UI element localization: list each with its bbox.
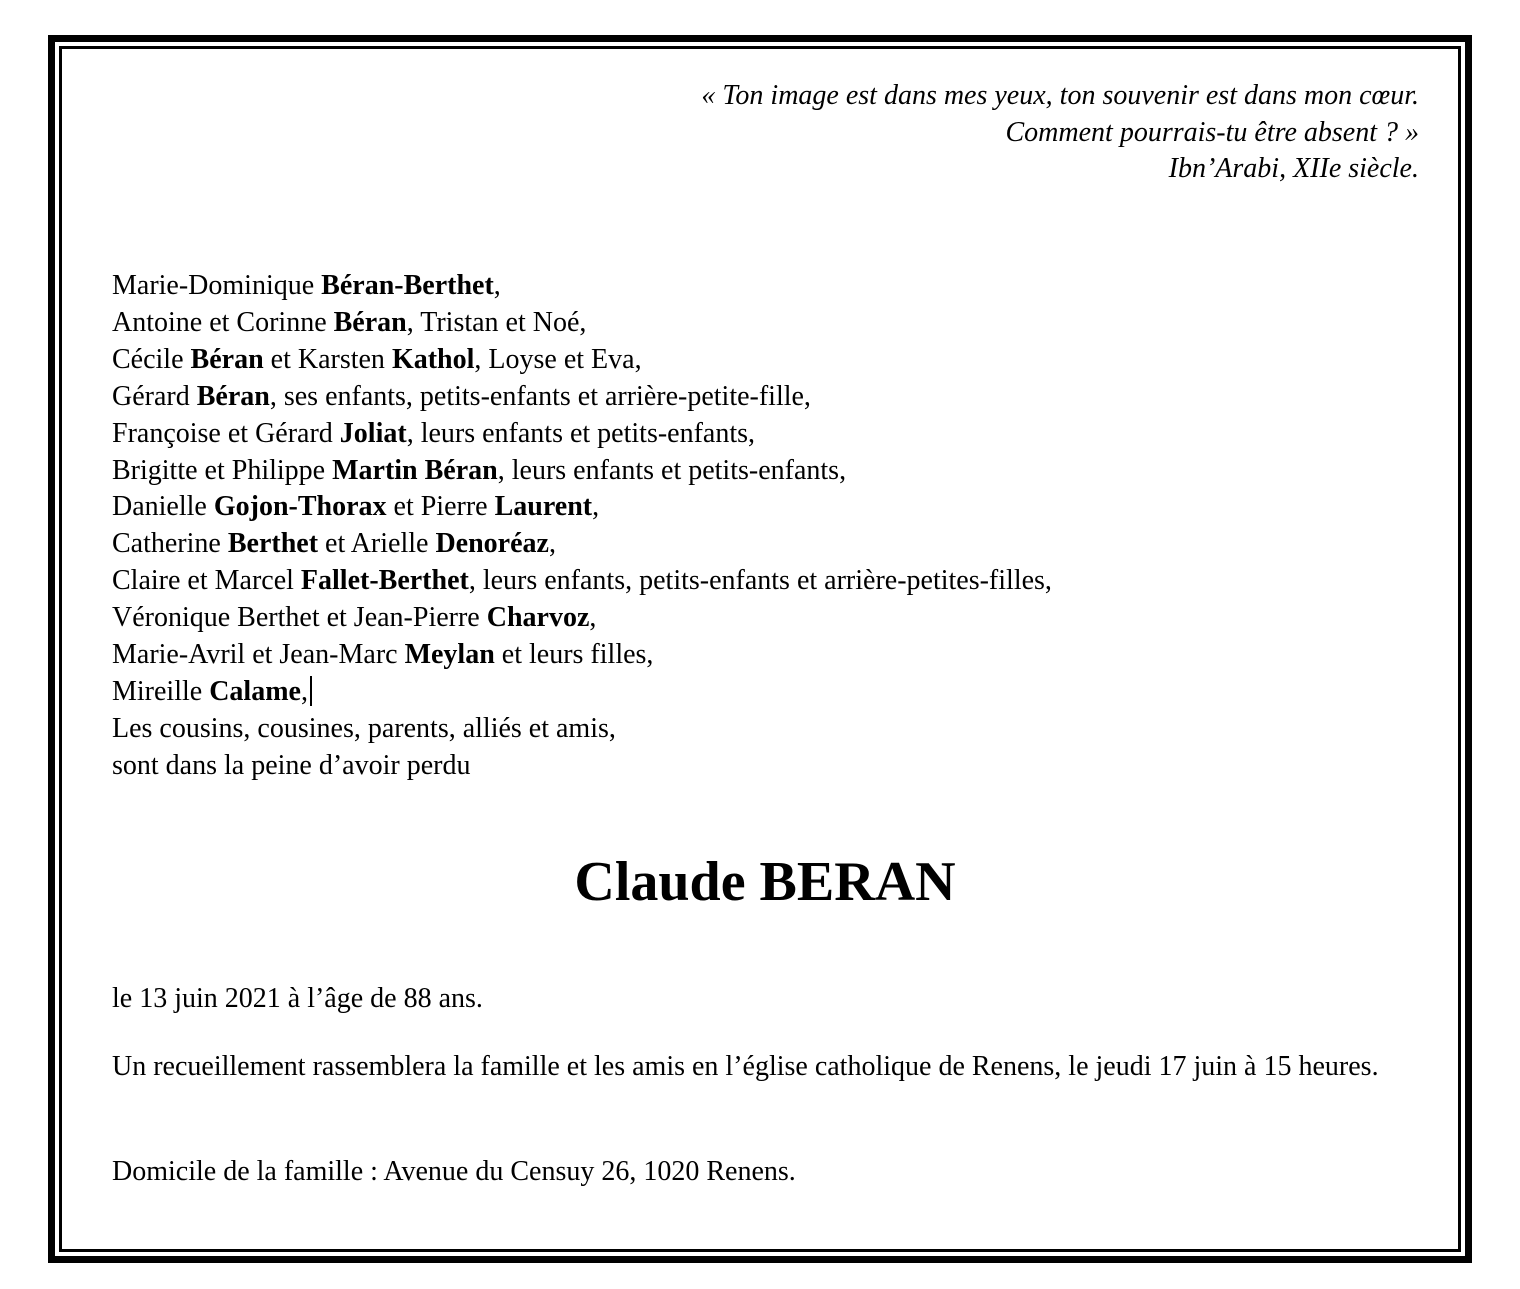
mourner-surname: Berthet [227, 528, 319, 560]
mourner-text: , Tristan et Noé, [406, 306, 587, 338]
mourner-text: , [493, 270, 501, 301]
mourner-line [112, 748, 1052, 785]
mourner-text: et leurs filles, [494, 639, 654, 671]
date-line: le 13 juin 2021 à l’âge de 88 ans. [112, 983, 483, 1014]
mourner-surname: Martin Béran [332, 454, 498, 486]
mourners-list [112, 268, 1052, 785]
service-line: Un recueillement rassemblera la famille et les amis en l’église catholique de Renens, le jeudi 17 juin à 15 heures. [112, 1051, 1379, 1082]
mourner-surname: Fallet-Berthet [300, 565, 469, 597]
mourner-text: , leurs enfants, petits-enfants et arrière-petites-filles, [468, 565, 1052, 597]
text-cursor [310, 676, 312, 706]
mourner-surname: Charvoz [486, 602, 590, 634]
mourner-text: sont dans la peine d’avoir perdu [112, 749, 471, 781]
epigraph-quote [701, 78, 1419, 188]
quote-attribution: Ibn’Arabi, XIIe siècle. [1168, 153, 1419, 184]
quote-line-2: Comment pourrais-tu être absent ? » [1005, 116, 1419, 148]
mourner-surname: Gojon-Thorax [213, 491, 387, 523]
mourner-line [112, 563, 1052, 600]
mourner-text: Françoise et Gérard [112, 417, 340, 449]
mourner-surname: Béran-Berthet [321, 270, 494, 301]
mourner-text: , Loyse et Eva, [474, 343, 642, 375]
mourner-line [112, 526, 1052, 563]
mourner-text: Marie-Avril et Jean-Marc [112, 639, 405, 671]
mourner-line [112, 674, 1052, 711]
mourner-text: Brigitte et Philippe [112, 454, 333, 486]
mourner-line [112, 379, 1052, 416]
mourner-surname: Béran [196, 380, 270, 412]
mourner-text: Claire et Marcel [112, 565, 301, 597]
mourner-text: , [589, 602, 597, 634]
mourner-line [112, 637, 1052, 674]
mourner-surname: Béran [333, 306, 407, 338]
mourner-line [112, 268, 1052, 305]
mourner-text: Catherine [112, 528, 228, 560]
mourner-text: , [300, 675, 308, 707]
mourner-text: Gérard [112, 380, 197, 412]
mourner-line [112, 305, 1052, 342]
mourner-text: Antoine et Corinne [112, 306, 334, 338]
mourner-text: Les cousins, cousines, parents, alliés et amis, [112, 712, 616, 744]
mourner-text: et Arielle [318, 528, 436, 560]
mourner-line [112, 711, 1052, 748]
mourner-text: et Karsten [263, 343, 392, 375]
deceased-name: Claude BERAN [574, 851, 956, 913]
quote-line-1: « Ton image est dans mes yeux, ton souvenir est dans mon cœur. [701, 80, 1419, 111]
mourner-surname: Laurent [494, 491, 593, 523]
mourner-line [112, 416, 1052, 453]
mourner-text: , [592, 491, 600, 523]
mourner-surname: Béran [190, 343, 264, 375]
mourner-line [112, 600, 1052, 637]
mourner-surname: Meylan [404, 639, 495, 671]
mourner-line [112, 342, 1052, 379]
mourner-text: et Pierre [386, 491, 495, 523]
mourner-surname: Joliat [339, 417, 407, 449]
mourner-text: , ses enfants, petits-enfants et arrière-petite-fille, [269, 380, 811, 412]
mourner-text: Marie-Dominique [112, 270, 322, 301]
mourner-line [112, 489, 1052, 526]
mourner-surname: Denoréaz [435, 528, 549, 560]
address-line: Domicile de la famille : Avenue du Censuy 26, 1020 Renens. [112, 1156, 796, 1187]
mourner-text: , [548, 528, 556, 560]
mourner-line [112, 453, 1052, 490]
mourner-text: Mireille [112, 675, 210, 707]
mourner-surname: Kathol [391, 343, 475, 375]
mourner-text: Cécile [112, 343, 191, 375]
mourner-text: Véronique Berthet et Jean-Pierre [112, 602, 487, 634]
mourner-text: , leurs enfants et petits-enfants, [497, 454, 847, 486]
mourner-text: , leurs enfants et petits-enfants, [406, 417, 756, 449]
mourner-text: Danielle [112, 491, 214, 523]
mourner-surname: Calame [209, 675, 301, 707]
